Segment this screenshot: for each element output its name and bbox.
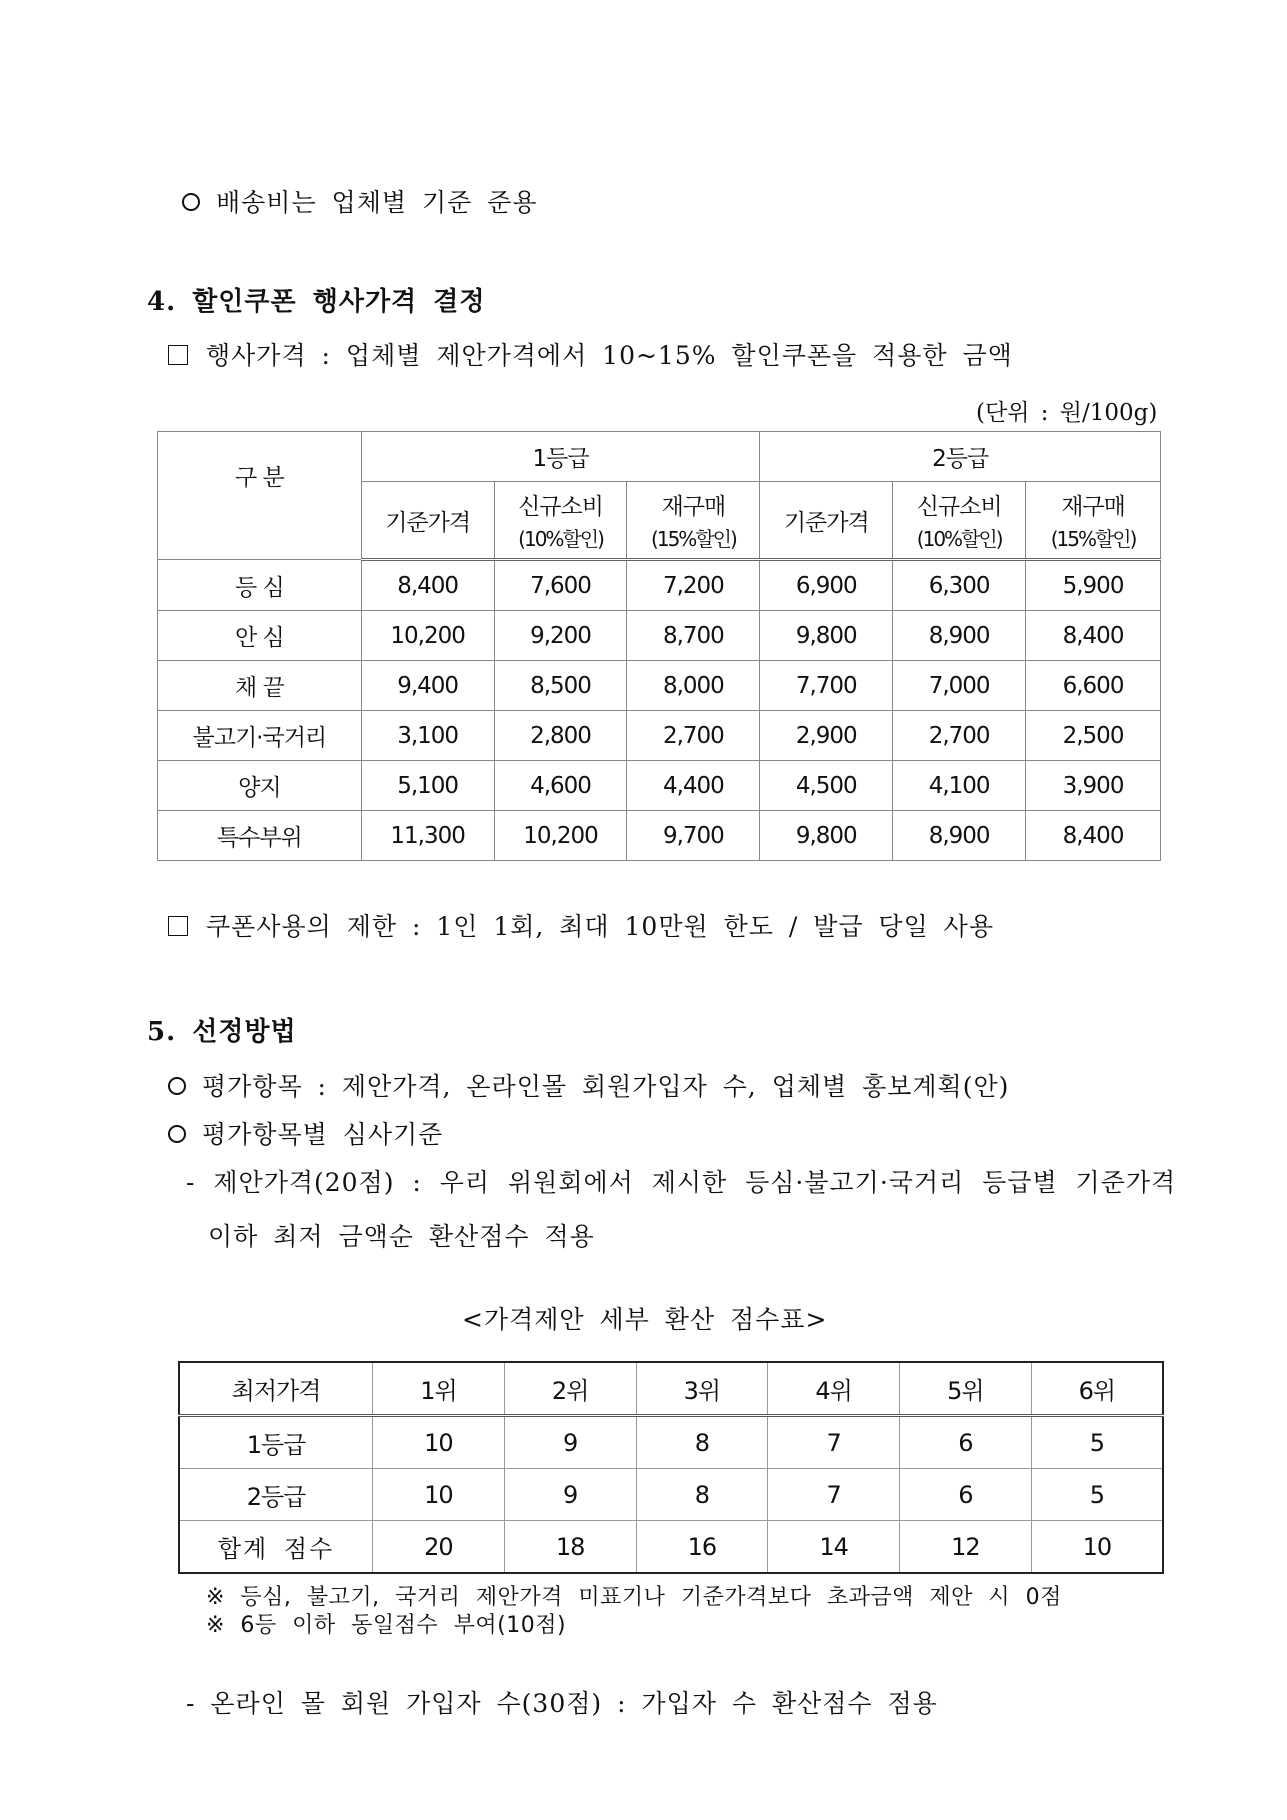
header-cell: 최저가격 xyxy=(179,1362,373,1416)
cell: 20 xyxy=(373,1521,505,1574)
cell: 5,100 xyxy=(361,761,494,811)
score-table xyxy=(178,1361,1164,1574)
circle-bullet-icon xyxy=(182,193,200,211)
cell: 8,900 xyxy=(893,811,1026,861)
cell: 2,500 xyxy=(1026,711,1161,761)
col-new-sub: (10%할인) xyxy=(518,527,603,551)
row-label: 양지 xyxy=(158,761,362,811)
cell: 4,600 xyxy=(494,761,627,811)
coupon-limit-text: 쿠폰사용의 제한 : 1인 1회, 최대 10만원 한도 / 발급 당일 사용 xyxy=(206,912,994,941)
table-row xyxy=(158,811,1161,861)
cell: 8,400 xyxy=(361,560,494,611)
table-corner: 구 분 xyxy=(158,432,362,560)
event-price-table xyxy=(157,431,1161,861)
col-re-label: 재구매 xyxy=(661,494,726,520)
cell: 8,700 xyxy=(627,611,760,661)
event-price-line xyxy=(168,336,1013,372)
table-row xyxy=(158,761,1161,811)
note-2: ※ 6등 이하 동일점수 부여(10점) xyxy=(206,1613,567,1638)
header-cell: 1위 xyxy=(373,1362,505,1416)
checkbox-bullet-icon xyxy=(168,345,188,365)
shipping-bullet xyxy=(182,183,538,219)
cell: 8,900 xyxy=(893,611,1026,661)
eval-items-bullet xyxy=(168,1067,1009,1103)
col-new-label: 신규소비 xyxy=(518,494,603,520)
cell: 18 xyxy=(504,1521,636,1574)
coupon-limit-line xyxy=(168,907,994,943)
cell: 3,900 xyxy=(1026,761,1161,811)
eval-criteria-text: 평가항목별 심사기준 xyxy=(202,1120,444,1149)
cell: 11,300 xyxy=(361,811,494,861)
cell: 5,900 xyxy=(1026,560,1161,611)
cell: 7 xyxy=(768,1416,900,1469)
cell: 6 xyxy=(900,1416,1032,1469)
cell: 8,000 xyxy=(627,661,760,711)
col-new-sub: (10%할인) xyxy=(916,527,1002,551)
col-base-price: 기준가격 xyxy=(361,482,494,560)
cell: 6,600 xyxy=(1026,661,1161,711)
cell: 10,200 xyxy=(494,811,627,861)
cell: 10 xyxy=(1031,1521,1163,1574)
score-header-row xyxy=(179,1362,1163,1416)
cell: 4,500 xyxy=(760,761,893,811)
cell: 10,200 xyxy=(361,611,494,661)
cell: 14 xyxy=(768,1521,900,1574)
cell: 9 xyxy=(504,1469,636,1521)
circle-bullet-icon xyxy=(168,1077,186,1095)
header-cell: 2위 xyxy=(504,1362,636,1416)
row-label: 특수부위 xyxy=(158,811,362,861)
cell: 5 xyxy=(1031,1416,1163,1469)
cell: 7,000 xyxy=(893,661,1026,711)
cell: 4,100 xyxy=(893,761,1026,811)
cell: 7 xyxy=(768,1469,900,1521)
price-criteria-line2: 이하 최저 금액순 환산점수 적용 xyxy=(208,1222,595,1251)
header-cell: 4위 xyxy=(768,1362,900,1416)
cell: 9,800 xyxy=(760,611,893,661)
note-1: ※ 등심, 불고기, 국거리 제안가격 미표기나 기준가격보다 초과금액 제안 시 0점 xyxy=(206,1585,1062,1610)
col-re-sub: (15%할인) xyxy=(651,527,736,551)
cell: 2,700 xyxy=(627,711,760,761)
row-label: 불고기·국거리 xyxy=(158,711,362,761)
cell: 4,400 xyxy=(627,761,760,811)
cell: 6,300 xyxy=(893,560,1026,611)
cell: 10 xyxy=(373,1416,505,1469)
cell: 9,800 xyxy=(760,811,893,861)
col-repurchase xyxy=(1026,482,1161,560)
cell: 9,700 xyxy=(627,811,760,861)
cell: 7,600 xyxy=(494,560,627,611)
row-label: 1등급 xyxy=(179,1416,373,1469)
grade2-header: 2등급 xyxy=(760,432,1161,482)
row-label: 채 끝 xyxy=(158,661,362,711)
col-new-label: 신규소비 xyxy=(916,494,1002,520)
eval-items-text: 평가항목 : 제안가격, 온라인몰 회원가입자 수, 업체별 홍보계획(안) xyxy=(202,1072,1010,1101)
cell: 8 xyxy=(636,1416,768,1469)
section5-title: 5. 선정방법 xyxy=(147,1017,297,1047)
shipping-text: 배송비는 업체별 기준 준용 xyxy=(216,188,538,217)
table-row xyxy=(158,711,1161,761)
cell: 7,200 xyxy=(627,560,760,611)
cell: 2,700 xyxy=(893,711,1026,761)
cell: 12 xyxy=(900,1521,1032,1574)
cell: 5 xyxy=(1031,1469,1163,1521)
header-cell: 5위 xyxy=(900,1362,1032,1416)
row-label: 안 심 xyxy=(158,611,362,661)
circle-bullet-icon xyxy=(168,1125,186,1143)
unit-label: (단위 : 원/100g) xyxy=(976,400,1158,426)
cell: 7,700 xyxy=(760,661,893,711)
cell: 9 xyxy=(504,1416,636,1469)
cell: 8,400 xyxy=(1026,811,1161,861)
section4-title: 4. 할인쿠폰 행사가격 결정 xyxy=(147,287,486,317)
row-label: 등 심 xyxy=(158,560,362,611)
row-label: 합계 점수 xyxy=(179,1521,373,1574)
cell: 9,200 xyxy=(494,611,627,661)
table-row xyxy=(179,1521,1163,1574)
table-row xyxy=(158,611,1161,661)
cell: 2,800 xyxy=(494,711,627,761)
cell: 16 xyxy=(636,1521,768,1574)
event-price-text: 행사가격 : 업체별 제안가격에서 10~15% 할인쿠폰을 적용한 금액 xyxy=(206,341,1013,370)
header-cell: 6위 xyxy=(1031,1362,1163,1416)
header-cell: 3위 xyxy=(636,1362,768,1416)
cell: 2,900 xyxy=(760,711,893,761)
cell: 6 xyxy=(900,1469,1032,1521)
cell: 8,500 xyxy=(494,661,627,711)
cell: 10 xyxy=(373,1469,505,1521)
row-label: 2등급 xyxy=(179,1469,373,1521)
table-row xyxy=(179,1416,1163,1469)
checkbox-bullet-icon xyxy=(168,916,188,936)
col-re-label: 재구매 xyxy=(1061,494,1125,520)
col-re-sub: (15%할인) xyxy=(1050,527,1136,551)
eval-criteria-bullet xyxy=(168,1115,443,1151)
cell: 8 xyxy=(636,1469,768,1521)
col-new-consumer xyxy=(893,482,1026,560)
col-new-consumer xyxy=(494,482,627,560)
online-members-line: - 온라인 몰 회원 가입자 수(30점) : 가입자 수 환산점수 점용 xyxy=(186,1689,938,1718)
table-row xyxy=(158,661,1161,711)
table-row xyxy=(179,1469,1163,1521)
score-table-caption: <가격제안 세부 환산 점수표> xyxy=(462,1305,828,1334)
col-base-price: 기준가격 xyxy=(760,482,893,560)
col-repurchase xyxy=(627,482,760,560)
cell: 3,100 xyxy=(361,711,494,761)
cell: 6,900 xyxy=(760,560,893,611)
price-criteria-line1: - 제안가격(20점) : 우리 위원회에서 제시한 등심·불고기·국거리 등급별 기준가격 xyxy=(186,1168,1177,1197)
table-row xyxy=(158,560,1161,611)
cell: 9,400 xyxy=(361,661,494,711)
cell: 8,400 xyxy=(1026,611,1161,661)
grade1-header: 1등급 xyxy=(361,432,760,482)
